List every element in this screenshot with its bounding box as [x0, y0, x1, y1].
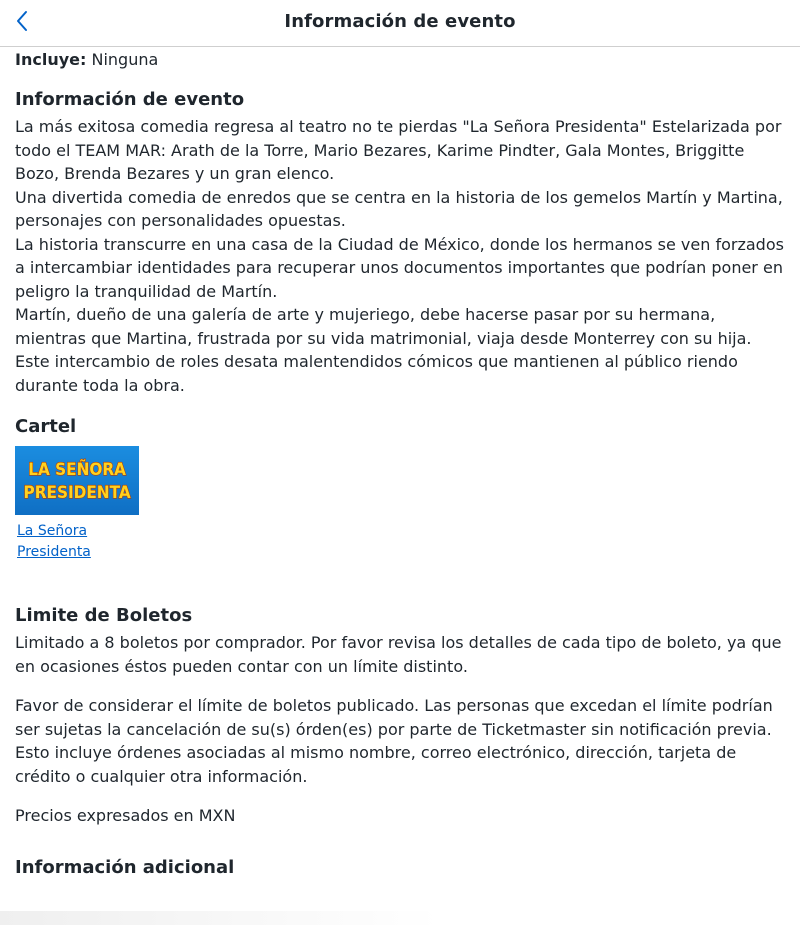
cartel-section [15, 414, 787, 563]
event-info-paragraph: Martín, dueño de una galería de arte y mujeriego, debe hacerse pasar por su hermana, mientras que Martina, frustrada por su vida matrimonial, viaja desde Monterrey con su hija. Este intercambio de roles desata malentendidos cómicos que mantienen al público riendo durante toda la obra. [15, 305, 752, 395]
poster-image[interactable] [15, 446, 139, 515]
event-info-paragraph: La más exitosa comedia regresa al teatro no te pierdas "La Señora Presidenta" Estelarizada por todo el TEAM MAR: Arath de la Torre, Mario Bezares, Karime Pindter, Gala Montes, Briggitte Bozo, Brenda Bezares y un gran elenco. [15, 117, 782, 183]
top-bar [0, 0, 800, 47]
currency-note: Precios expresados en MXN [15, 806, 236, 825]
poster-title-line2: PRESIDENTA [23, 482, 131, 503]
ticket-limit-paragraph: Limitado a 8 boletos por comprador. Por favor revisa los detalles de cada tipo de boleto, ya que en ocasiones éstos pueden contar con un límite distinto. [15, 633, 782, 676]
event-info-section [15, 87, 787, 397]
ticket-limit-heading: Limite de Boletos [15, 605, 193, 626]
includes-label: Incluye: [15, 50, 87, 69]
poster-link[interactable]: La Señora Presidenta [17, 523, 91, 560]
page-title: Información de evento [284, 11, 516, 32]
content-area [15, 48, 787, 881]
cartel-heading: Cartel [15, 416, 77, 437]
event-info-heading: Información de evento [15, 89, 245, 110]
poster-card[interactable] [15, 446, 139, 563]
bottom-shadow [0, 911, 440, 925]
additional-info-heading: Información adicional [15, 856, 235, 878]
includes-row [15, 48, 787, 72]
includes-value: Ninguna [91, 50, 159, 69]
ticket-limit-paragraph: Favor de considerar el límite de boletos publicado. Las personas que excedan el límite podrían ser sujetas la cancelación de su(s) órden(es) por parte de Ticketmaster sin notificación previa. Esto incluye órdenes asociadas al mismo nombre, correo electrónico, dirección, tarjeta de crédito o cualquier otra información. [15, 696, 773, 786]
poster-title-line1: LA SEÑORA [28, 459, 126, 480]
additional-info-section [15, 855, 787, 881]
ticket-limit-section [15, 603, 787, 828]
event-info-paragraph: Una divertida comedia de enredos que se centra en la historia de los gemelos Martín y Martina, personajes con personalidades opuestas. [15, 187, 783, 230]
event-info-paragraph: La historia transcurre en una casa de la Ciudad de México, donde los hermanos se ven forzados a intercambiar identidades para recuperar unos documentos importantes que podrían poner en peligro la tranquilidad de Martín. [15, 234, 784, 301]
